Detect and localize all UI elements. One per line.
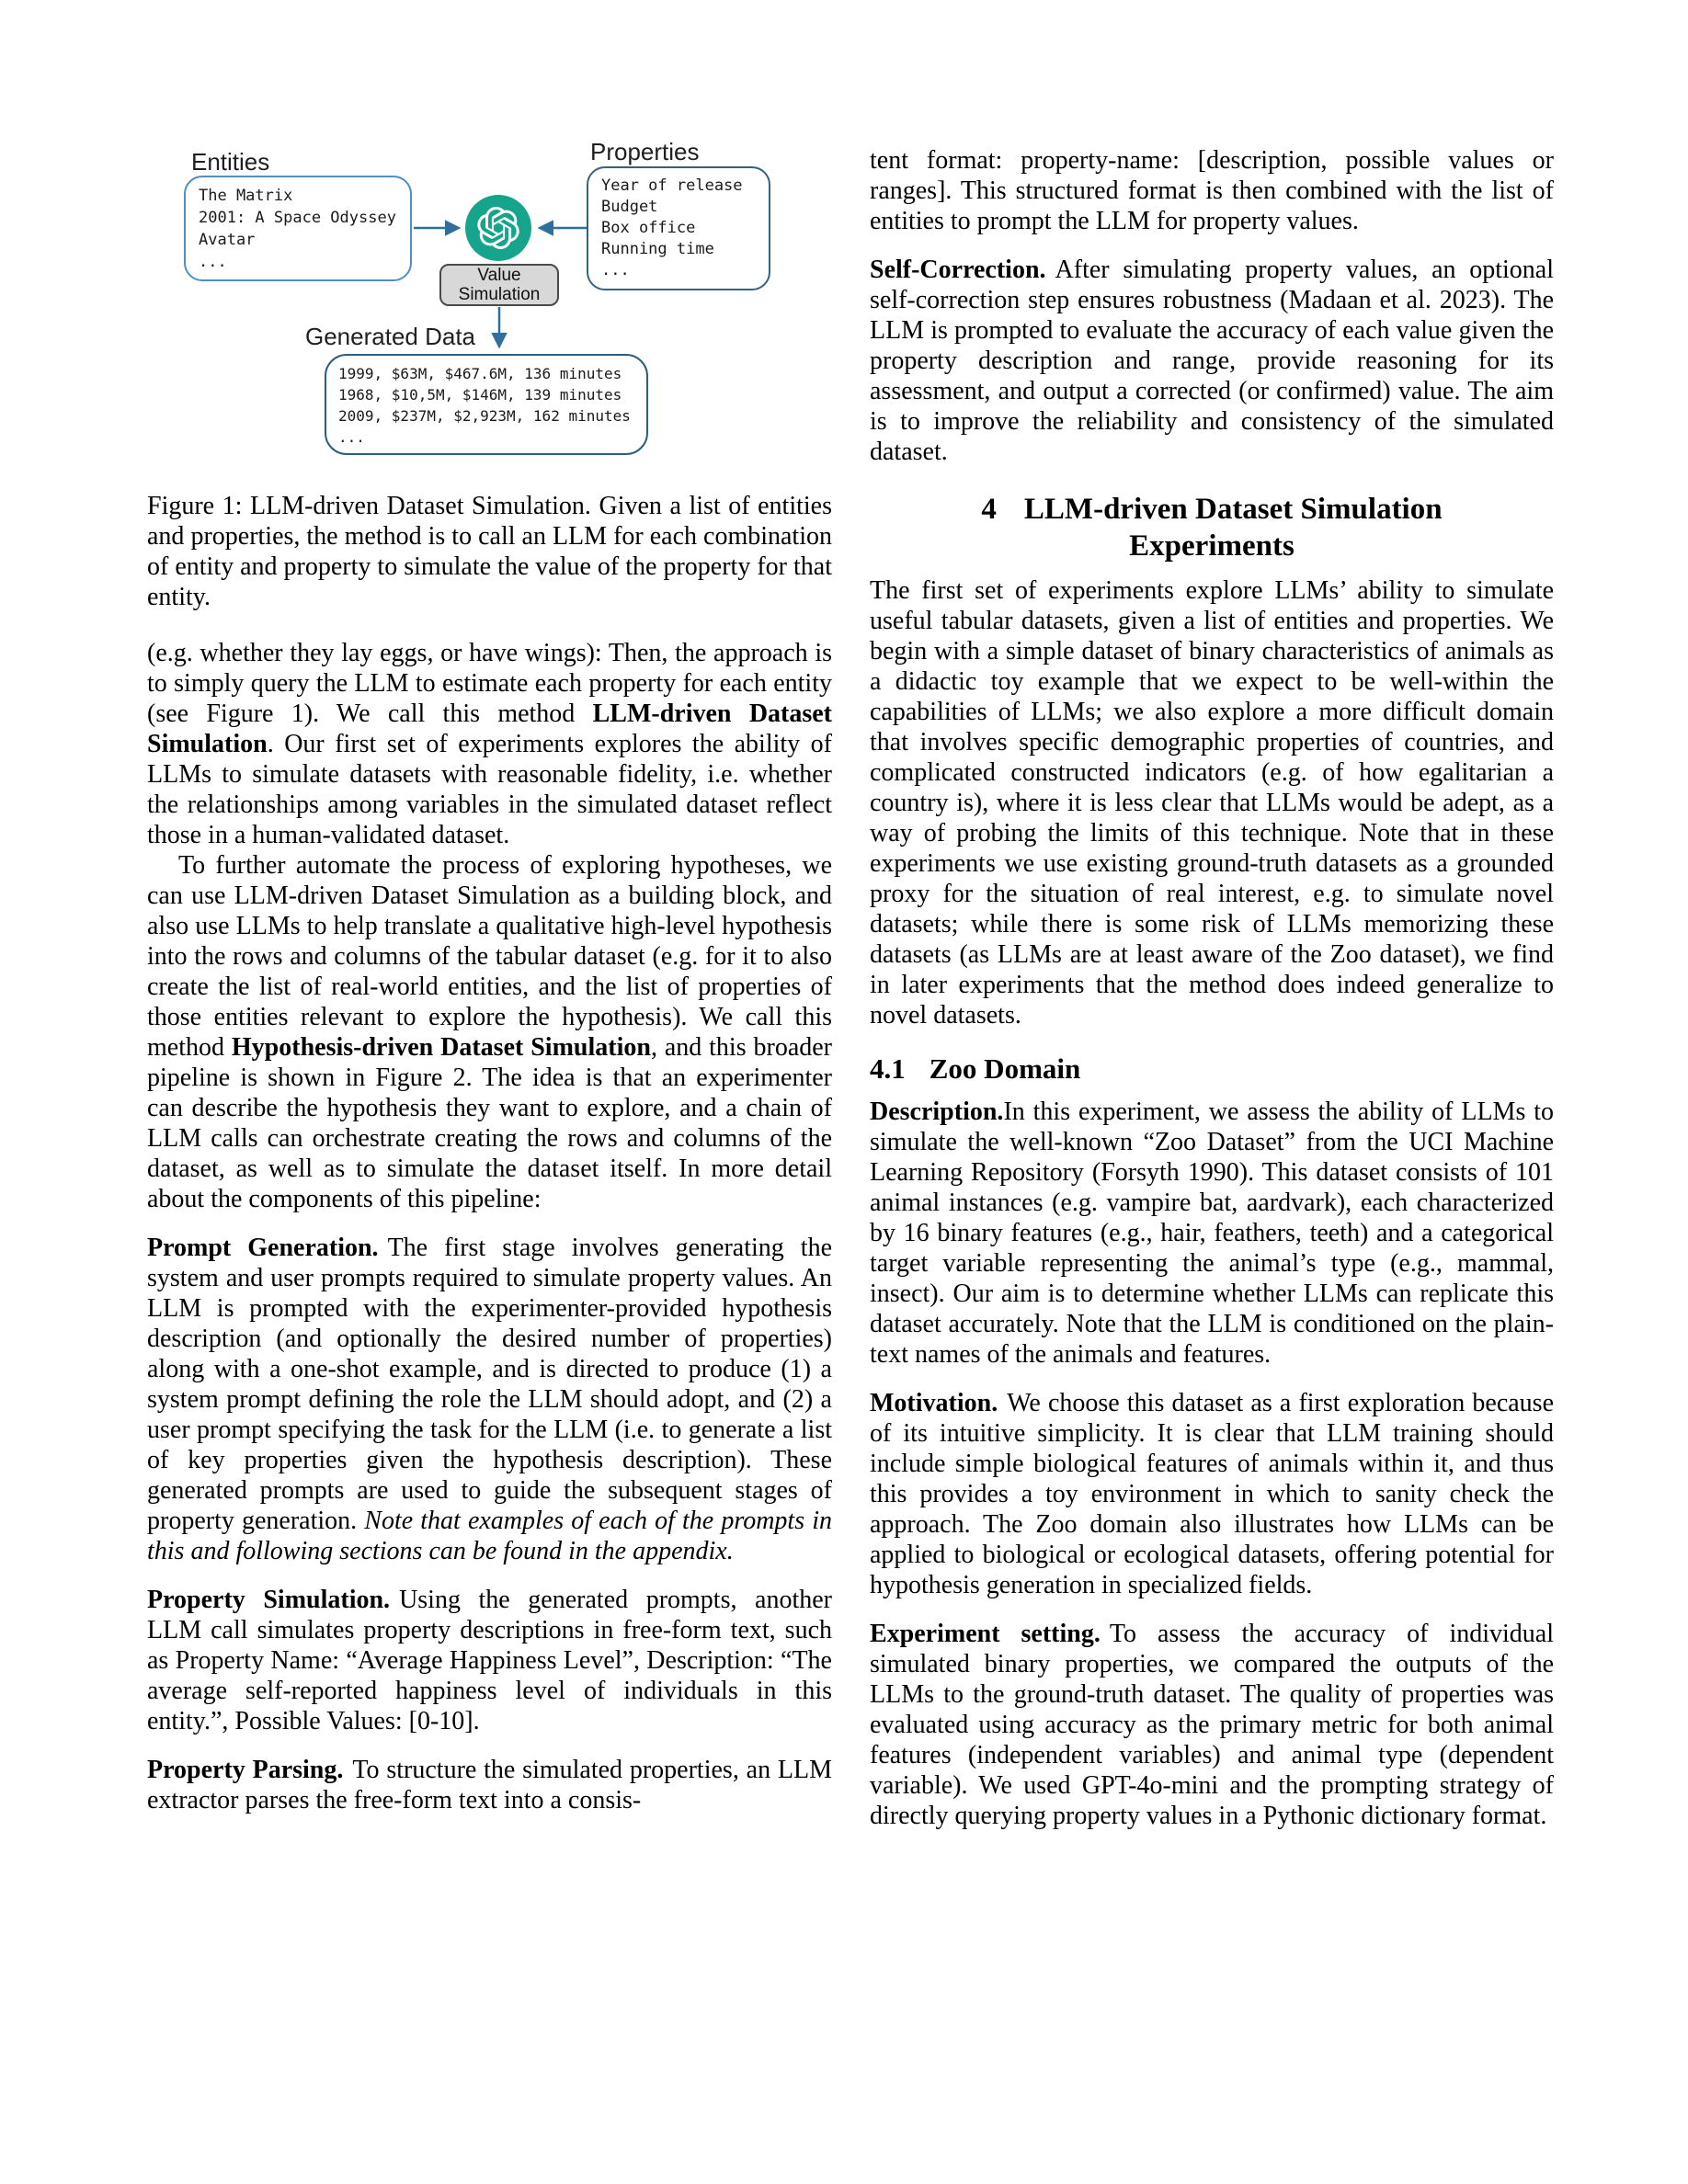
right-column	[870, 145, 1554, 1831]
entities-box	[184, 176, 412, 281]
generated-row: 1999, $63M, $467.6M, 136 minutes	[338, 365, 622, 382]
entity-item: ...	[199, 253, 227, 271]
property-item: Year of release	[601, 176, 743, 195]
property-item: Budget	[601, 198, 658, 216]
property-item: Box office	[601, 219, 696, 237]
entity-item: 2001: A Space Odyssey	[199, 209, 396, 227]
paragraph-self-correction: Self-Correction. After simulating property values, an optional self-correction step ensures robustness (Madaan et al. 2023). The LLM is prompted to evaluate the accuracy of each value given the property description and range, provide reasoning for its assessment, and output a corrected (or confirmed) value. The aim is to improve the reliability and consistency of the simulated dataset.	[870, 256, 1554, 466]
paragraph: (e.g. whether they lay eggs, or have wings): Then, the approach is to simply query the LLM to estimate each property for each entity (see Figure 1). We call this method LLM-driven Dataset Simulation. Our first set of experiments explores the ability of LLMs to simulate datasets with reasonable fidelity, i.e. whether the relationships among variables in the simulated dataset reflect those in a human-validated dataset.	[147, 639, 833, 849]
entity-item: The Matrix	[199, 187, 293, 205]
subsection-number: 4.1	[870, 1052, 906, 1085]
figure-1-diagram	[147, 136, 832, 460]
generated-data-box	[325, 354, 648, 455]
generated-row: 1968, $10,5M, $146M, 139 minutes	[338, 386, 622, 404]
generated-data-label: Generated Data	[305, 323, 476, 350]
property-item: ...	[601, 261, 630, 279]
paragraph-prompt-generation: Prompt Generation. The first stage involves generating the system and user prompts required to simulate property values. An LLM is prompted with the experimenter-provided hypothesis description (and optionally the desired number of properties) along with a one-shot example, and is directed to produce (1) a system prompt defining the role the LLM should adopt, and (2) a user prompt specifying the task for the LLM (i.e. to generate a list of key properties given the hypothesis description). These generated prompts are used to guide the subsequent stages of property generation. Note that examples of each of the prompts in this and following sections can be found in the appendix.	[147, 1234, 832, 1565]
value-simulation-label-line2: Simulation	[458, 285, 541, 304]
subsection-heading-4-1	[870, 1052, 1554, 1086]
llm-badge	[465, 195, 531, 261]
generated-row: ...	[338, 428, 365, 446]
section-number: 4	[981, 493, 997, 526]
entity-item: Avatar	[199, 231, 256, 249]
paragraph-motivation: Motivation. We choose this dataset as a first exploration because of its intuitive simplicity. It is clear that LLM training should include simple biological features of animals within it, and thus this provides a toy environment in which to sanity check the approach. The Zoo domain also illustrates how LLMs can be applied to biological or ecological datasets, offering potential for hypothesis generation in specialized fields.	[870, 1389, 1554, 1599]
figure-caption: Figure 1: LLM-driven Dataset Simulation. Given a list of entities and properties, the method is to call an LLM for each combination of entity and property to simulate the value of the property for that entity.	[147, 492, 832, 611]
paragraph-property-parsing: Property Parsing. To structure the simulated properties, an LLM extractor parses the free-form text into a consis-	[147, 1756, 832, 1814]
subsection-title: Zoo Domain	[929, 1052, 1081, 1085]
paragraph-property-simulation: Property Simulation. Using the generated prompts, another LLM call simulates property descriptions in free-form text, such as Property Name: “Average Happiness Level”, Description: “The average self-reported happiness level of individuals in this entity.”, Possible Values: [0-10].	[147, 1586, 833, 1735]
paragraph: To further automate the process of exploring hypotheses, we can use LLM-driven Dataset Simulation as a building block, and also use LLMs to help translate a qualitative high-level hypothesis into the rows and columns of the tabular dataset (e.g. for it to also create the list of real-world entities, and the list of properties of those entities relevant to explore the hypothesis). We call this method Hypothesis-driven Dataset Simulation, and this broader pipeline is shown in Figure 2. The idea is that an experimenter can describe the hypothesis they want to explore, and a chain of LLM calls can orchestrate creating the rows and columns of the dataset, as well as to simulate the dataset itself. In more detail about the components of this pipeline:	[147, 851, 833, 1213]
property-item: Running time	[601, 240, 714, 258]
paragraph-description: Description.In this experiment, we assess the ability of LLMs to simulate the well-known “Zoo Dataset” from the UCI Machine Learning Repository (Forsyth 1990). This dataset consists of 101 animal instances (e.g. vampire bat, aardvark), each characterized by 16 binary features (e.g., hair, feathers, teeth) and a categorical target variable representing the animal’s type (e.g., mammal, insect). Our aim is to determine whether LLMs can replicate this dataset accurately. Note that the LLM is conditioned on the plain-text names of the animals and features.	[870, 1098, 1554, 1369]
value-simulation-label-line1: Value	[477, 266, 521, 285]
left-column	[147, 136, 832, 1815]
paragraph: tent format: property-name: [description, possible values or ranges]. This structured format is then combined with the list of entities to prompt the LLM for property values.	[870, 146, 1554, 235]
paragraph-experiment-setting: Experiment setting. To assess the accuracy of individual simulated binary properties, we compared the outputs of the LLMs to the ground-truth dataset. The quality of properties was evaluated using accuracy as the primary metric for both animal features (independent variables) and animal type (dependent variable). We used GPT-4o-mini and the prompting strategy of directly querying property values in a Pythonic dictionary format.	[870, 1620, 1554, 1830]
properties-box	[587, 166, 770, 290]
generated-row: 2009, $237M, $2,923M, 162 minutes	[338, 407, 631, 425]
section-title-line2: Experiments	[1129, 529, 1295, 563]
section-heading-4	[870, 491, 1554, 564]
entities-label: Entities	[191, 148, 270, 176]
value-simulation-box	[439, 264, 559, 306]
properties-label: Properties	[590, 138, 700, 165]
openai-logo-icon	[477, 207, 519, 249]
section-title-line1: LLM-driven Dataset Simulation	[1023, 493, 1443, 526]
paragraph: The first set of experiments explore LLMs’ ability to simulate useful tabular datasets, given a list of entities and properties. We begin with a simple dataset of binary characteristics of animals as a didactic toy example that we expect to be well-within the capabilities of LLMs; we also explore a more difficult domain that involves specific demographic properties of countries, and complicated constructed indicators (e.g. of how egalitarian a country is), where it is less clear that LLMs would be adept, as a way of probing the limits of this technique. Note that in these experiments we use existing ground-truth datasets as a grounded proxy for the situation of real interest, e.g. to simulate novel datasets; while there is some risk of LLMs memorizing these datasets (as LLMs are at least aware of the Zoo dataset), we find in later experiments that the method does indeed generalize to novel datasets.	[870, 576, 1554, 1029]
